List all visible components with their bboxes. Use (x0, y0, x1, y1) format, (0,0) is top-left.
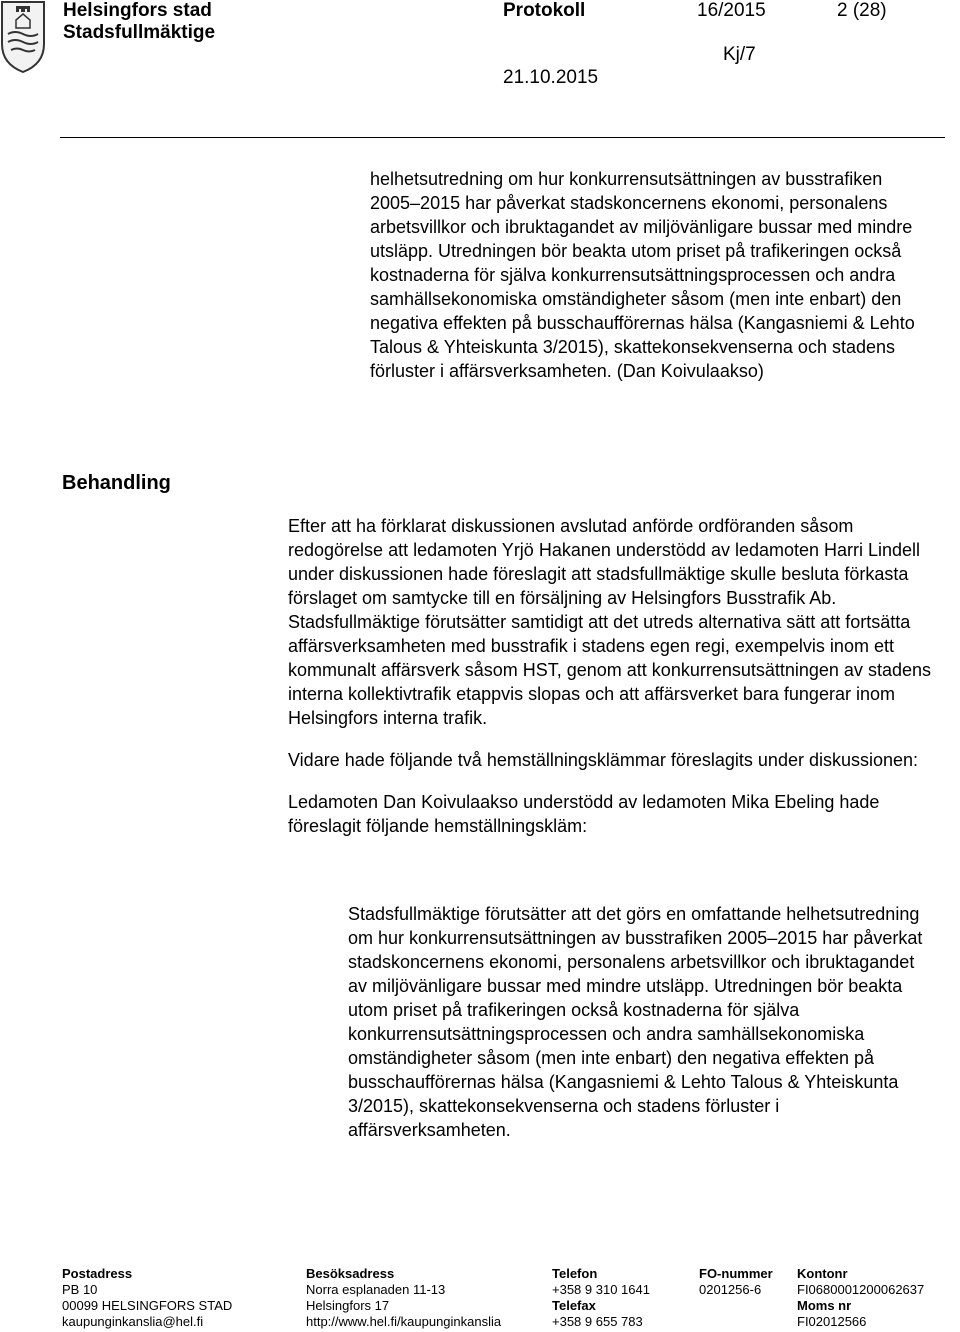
paragraph-koivulaakso: Ledamoten Dan Koivulaakso understödd av ledamoten Mika Ebeling hade föreslagit följande hemställningskläm: (288, 792, 880, 836)
footer-account-number: FI0680001200062637 (797, 1282, 925, 1297)
case-reference: Kj/7 (723, 44, 756, 65)
paragraph-proposal: Efter att ha förklarat diskussionen avslutad anförde ordföranden såsom redogörelse att ledamoten Yrjö Hakanen understödd av ledamoten Harri Lindell under diskussionen hade föreslagit att stadsfullmäktige skulle besluta förkasta förslaget om samtycke till en försäljning av Helsingfors Busstrafik Ab. Stadsfullmäktige förutsätter samtidigt att det utreds alternativa sätt att fortsätta affärsverksamheten med busstrafik i stadens egen regi, exempelvis inom ett kommunalt affärsverk såsom HST, genom att konkurrensutsättningen av stadens interna kollektivtrafik etappvis slopas och att affärsverket bara fungerar inom Helsingfors interna trafik. (288, 516, 931, 728)
section-heading-behandling: Behandling (62, 472, 171, 494)
footer-postal-city: 00099 HELSINGFORS STAD (62, 1298, 233, 1313)
helsinki-coat-of-arms-logo (0, 0, 46, 74)
footer-phone (552, 1266, 650, 1330)
org-name: Helsingfors stad (63, 0, 212, 21)
footer-label-telefon: Telefon (552, 1266, 598, 1281)
footer-label-telefax: Telefax (552, 1298, 596, 1313)
body-name: Stadsfullmäktige (63, 22, 216, 43)
header-divider (60, 137, 945, 138)
crown-icon (16, 6, 30, 12)
continued-paragraph: helhetsutredning om hur konkurrensutsättningen av busstrafiken 2005–2015 har påverkat stadskoncernens ekonomi, personalens arbetsvillkor och ibruktagandet av miljövänligare bussar med mindre utsläpp. Utredningen bör beakta utom priset på trafikeringen också kostnaderna för själva konkurrensutsättningsprocessen och andra samhällsekonomiska omständigheter såsom (men inte enbart) den negativa effekten på busschaufförernas hälsa (Kangasniemi & Lehto Talous & Yhteiskunta 3/2015), skattekonsekvenserna och stadens förluster i affärsverksamheten. (Dan Koivulaakso) (370, 169, 915, 381)
behandling-body (288, 514, 948, 838)
clause-text: Stadsfullmäktige förutsätter att det görs en omfattande helhetsutredning om hur konkurrensutsättningen av busstrafiken 2005–2015 har påverkat stadskoncernens ekonomi, personalens arbetsvillkor och ibruktagandet av miljövänligare bussar med mindre utsläpp. Utredningen bör beakta utom priset på trafikeringen också kostnaderna för själva konkurrensutsättningsprocessen och andra samhällsekonomiska omständigheter såsom (men inte enbart) den negativa effekten på busschaufförernas hälsa (Kangasniemi & Lehto Talous & Yhteiskunta 3/2015), skattekonsekvenserna och stadens förluster i affärsverksamheten. (348, 904, 923, 1140)
footer-label-fo-nummer: FO-nummer (699, 1266, 773, 1281)
footer-city: Helsingfors 17 (306, 1298, 390, 1313)
protocol-number: 16/2015 (697, 0, 766, 21)
footer-email: kaupunginkanslia@hel.fi (62, 1314, 204, 1329)
page-number: 2 (28) (837, 0, 887, 21)
footer-postal-address (62, 1266, 232, 1330)
footer-business-id (699, 1266, 773, 1298)
footer-website: http://www.hel.fi/kaupunginkanslia (306, 1314, 502, 1329)
footer-phone-number: +358 9 310 1641 (552, 1282, 650, 1297)
footer-business-id-value: 0201256-6 (699, 1282, 762, 1297)
document-type: Protokoll (503, 0, 586, 21)
continued-motion-text (370, 167, 918, 383)
clause-quote (348, 902, 928, 1142)
footer-postal-box: PB 10 (62, 1282, 98, 1297)
footer-label-kontonr: Kontonr (797, 1266, 848, 1281)
paragraph-clauses-intro: Vidare hade följande två hemställningsklämmar föreslagits under diskussionen: (288, 750, 919, 770)
footer-vat-number: FI02012566 (797, 1314, 867, 1329)
footer-street: Norra esplanaden 11-13 (306, 1282, 446, 1297)
footer-visiting-address (306, 1266, 501, 1330)
footer-account (797, 1266, 924, 1330)
meeting-date: 21.10.2015 (503, 67, 599, 88)
footer-label-postadress: Postadress (62, 1266, 133, 1281)
footer-fax-number: +358 9 655 783 (552, 1314, 643, 1329)
footer-label-besoksadress: Besöksadress (306, 1266, 395, 1281)
footer-label-moms-nr: Moms nr (797, 1298, 852, 1313)
